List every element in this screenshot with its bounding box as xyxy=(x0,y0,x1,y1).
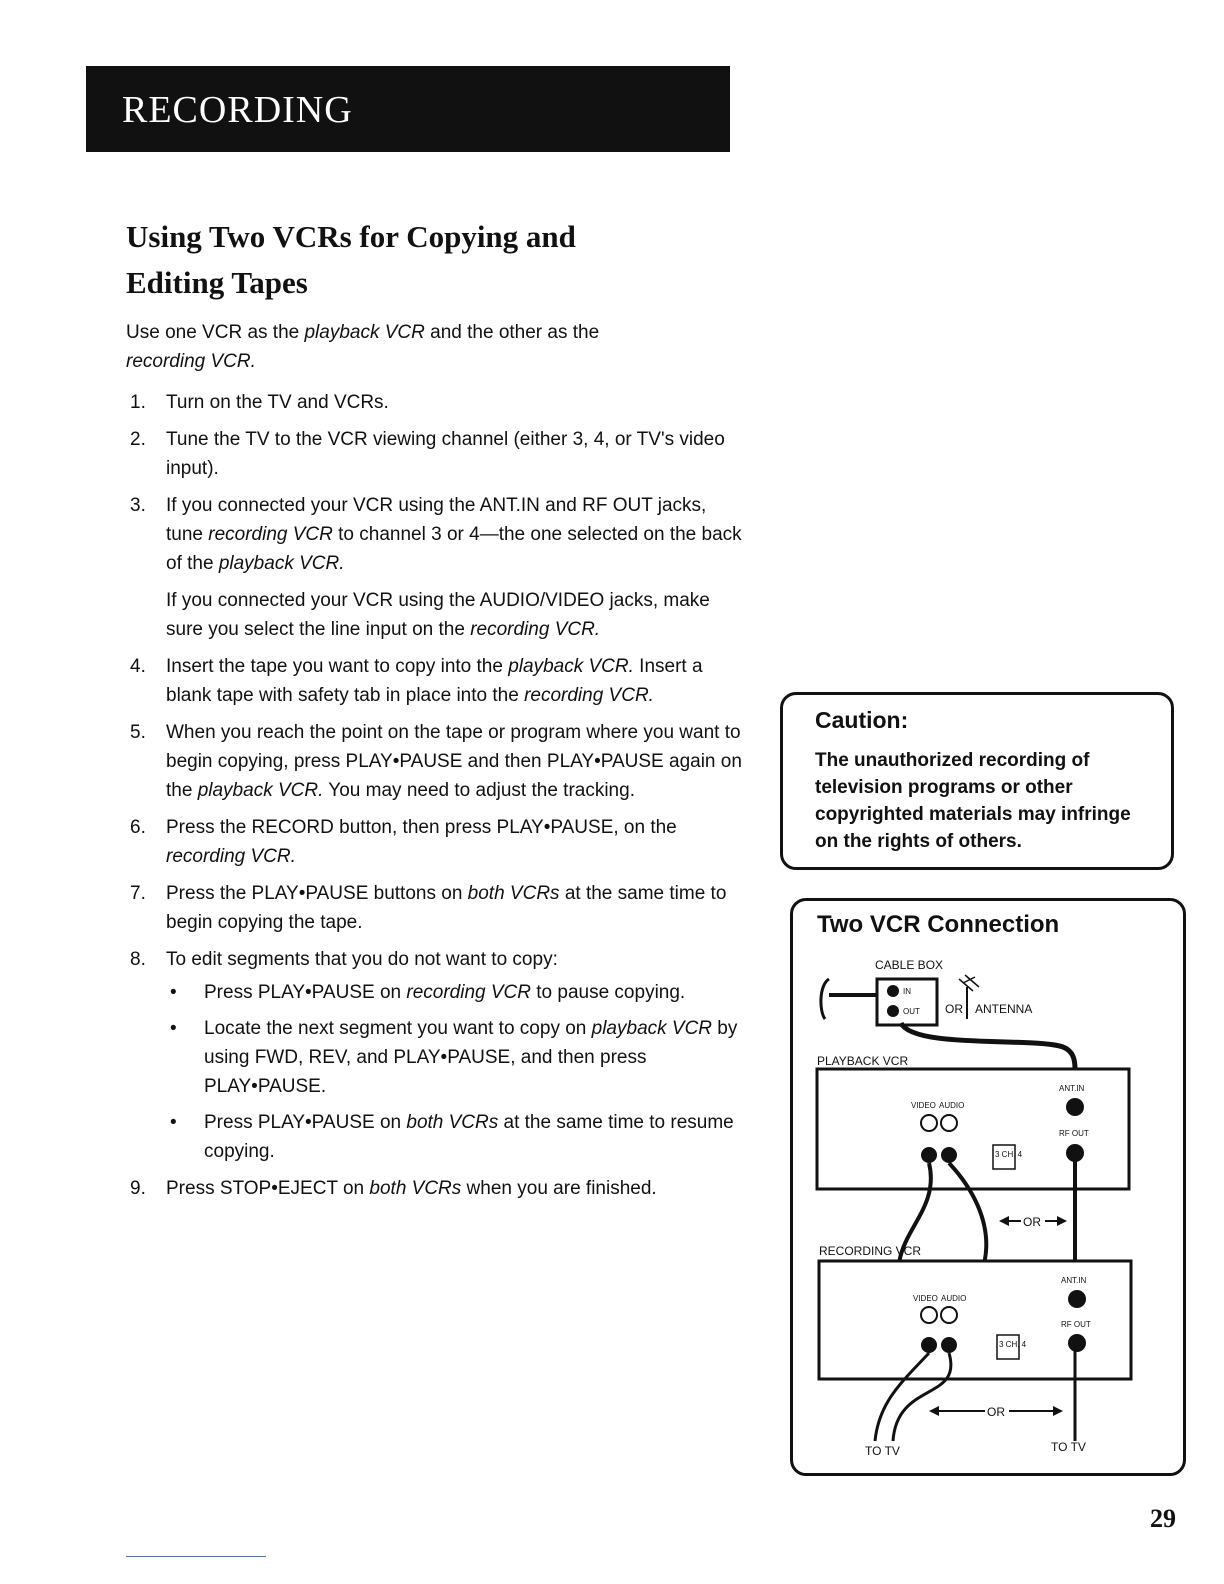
intro-emphasis: recording VCR. xyxy=(126,351,256,372)
step-number: 6. xyxy=(130,817,146,838)
playback-vcr-label: PLAYBACK VCR xyxy=(817,1054,909,1068)
recording-ant-in-label: ANT.IN xyxy=(1061,1276,1087,1285)
playback-ant-in-label: ANT.IN xyxy=(1059,1084,1085,1093)
steps-list xyxy=(126,388,746,1211)
coax-cable-to-playback xyxy=(901,1023,1075,1069)
or-arrow-right xyxy=(1057,1216,1067,1226)
intro-text: and the other as the xyxy=(424,322,600,343)
step-emphasis: both VCRs xyxy=(467,883,560,904)
cable-box xyxy=(877,979,937,1025)
step-text: to channel 3 or 4—the one selected on the back of the xyxy=(166,524,742,574)
step-text: when you are finished. xyxy=(461,1178,657,1199)
step-5 xyxy=(126,718,746,805)
or-arrow-right-bottom xyxy=(1053,1406,1063,1416)
recording-audio-label: AUDIO xyxy=(941,1294,967,1303)
recording-audio-out-jack xyxy=(941,1337,957,1353)
step-number: 8. xyxy=(130,949,146,970)
bullet-item xyxy=(166,1014,746,1101)
intro-emphasis: playback VCR xyxy=(304,322,425,343)
playback-ch-label: 3 CH. 4 xyxy=(995,1150,1023,1159)
or-arrow-left xyxy=(999,1216,1009,1226)
step-emphasis: both VCRs xyxy=(369,1178,462,1199)
heading-line-2: Editing Tapes xyxy=(126,265,308,300)
step-emphasis: recording VCR. xyxy=(524,685,654,706)
step-6 xyxy=(126,813,746,871)
step-text: Press STOP•EJECT on xyxy=(166,1178,370,1199)
step-text: You may need to adjust the tracking. xyxy=(323,780,635,801)
recording-vcr-label: RECORDING VCR xyxy=(819,1244,922,1258)
cable-box-out-jack xyxy=(887,1005,899,1017)
step-3-note xyxy=(166,586,746,644)
cable-box-label: CABLE BOX xyxy=(875,958,944,972)
or-label: OR xyxy=(945,1002,963,1016)
playback-video-label: VIDEO xyxy=(911,1101,936,1110)
step-9 xyxy=(126,1174,746,1203)
or-arrow-label-bottom: OR xyxy=(987,1405,1005,1419)
step-text: Press the PLAY•PAUSE buttons on xyxy=(166,883,468,904)
recording-video-label: VIDEO xyxy=(913,1294,938,1303)
step-emphasis: recording VCR xyxy=(208,524,333,545)
connection-diagram-box xyxy=(790,898,1186,1476)
step-emphasis: recording VCR. xyxy=(166,846,296,867)
step-2 xyxy=(126,425,746,483)
cable-box-in-label: IN xyxy=(903,987,911,996)
footer-rule xyxy=(126,1556,266,1557)
bullet-text: at the same time to resume copying. xyxy=(204,1112,734,1162)
bullet-dot: • xyxy=(170,1112,177,1133)
step-number: 7. xyxy=(130,883,146,904)
step-7 xyxy=(126,879,746,937)
antenna-icon xyxy=(959,975,979,991)
step-emphasis: playback VCR. xyxy=(508,656,634,677)
step-3 xyxy=(126,491,746,644)
step-8-bullets xyxy=(166,978,746,1166)
step-8 xyxy=(126,945,746,1166)
bullet-text: Press PLAY•PAUSE on xyxy=(204,1112,407,1133)
or-arrow-left-bottom xyxy=(929,1406,939,1416)
heading-line-1: Using Two VCRs for Copying and xyxy=(126,219,576,254)
step-number: 2. xyxy=(130,429,146,450)
step-number: 3. xyxy=(130,495,146,516)
step-text: Tune the TV to the VCR viewing channel (either 3, 4, or TV's video input). xyxy=(166,429,725,479)
caution-title: Caution: xyxy=(815,707,909,733)
bullet-text: to pause copying. xyxy=(530,982,686,1003)
caution-box xyxy=(780,692,1174,870)
step-number: 9. xyxy=(130,1178,146,1199)
bullet-emphasis: playback VCR xyxy=(591,1018,713,1039)
step-text: To edit segments that you do not want to copy: xyxy=(166,949,558,970)
step-text: If you connected your VCR using the AUDIO/VIDEO jacks, make sure you select the line input on the xyxy=(166,590,710,640)
recording-ch-label: 3 CH. 4 xyxy=(999,1340,1027,1349)
connection-diagram xyxy=(793,901,1189,1479)
intro-paragraph xyxy=(126,318,706,376)
to-tv-right-label: TO TV xyxy=(1051,1440,1086,1454)
step-number: 1. xyxy=(130,392,146,413)
cable-box-out-label: OUT xyxy=(903,1007,920,1016)
step-emphasis: playback VCR. xyxy=(218,553,345,574)
caution-text: The unauthorized recording of television programs or other copyrighted materials may infringe on the rights of others. xyxy=(815,750,1131,852)
connection-title: Two VCR Connection xyxy=(817,911,1060,938)
step-1 xyxy=(126,388,746,417)
playback-rf-out-jack xyxy=(1066,1144,1084,1162)
step-4 xyxy=(126,652,746,710)
playback-audio-out-jack xyxy=(941,1147,957,1163)
step-text: Insert the tape you want to copy into the xyxy=(166,656,509,677)
playback-ant-in-jack xyxy=(1066,1098,1084,1116)
section-title: RECORDING xyxy=(122,89,353,131)
bullet-emphasis: both VCRs xyxy=(406,1112,499,1133)
bullet-dot: • xyxy=(170,982,177,1003)
step-number: 5. xyxy=(130,722,146,743)
recording-ant-in-jack xyxy=(1068,1290,1086,1308)
bullet-item xyxy=(166,978,746,1007)
bullet-text: Press PLAY•PAUSE on xyxy=(204,982,407,1003)
intro-text: Use one VCR as the xyxy=(126,322,305,343)
step-emphasis: recording VCR. xyxy=(470,619,601,640)
recording-video-out-jack xyxy=(921,1337,937,1353)
playback-audio-label: AUDIO xyxy=(939,1101,965,1110)
playback-video-out-jack xyxy=(921,1147,937,1163)
step-text: Press the RECORD button, then press PLAY•PAUSE, on the xyxy=(166,817,677,838)
bullet-text: by using FWD, REV, and PLAY•PAUSE, and then press PLAY•PAUSE. xyxy=(204,1018,738,1097)
incoming-cable xyxy=(821,979,829,1019)
to-tv-left-label: TO TV xyxy=(865,1444,900,1458)
bullet-emphasis: recording VCR xyxy=(406,982,531,1003)
bullet-dot: • xyxy=(170,1018,177,1039)
bullet-text: Locate the next segment you want to copy on xyxy=(204,1018,592,1039)
cable-box-in-jack xyxy=(887,985,899,997)
step-text: Insert a blank tape with safety tab in place into the xyxy=(166,656,703,706)
playback-rf-out-label: RF OUT xyxy=(1059,1129,1089,1138)
antenna-label: ANTENNA xyxy=(975,1002,1033,1016)
step-text: When you reach the point on the tape or program where you want to begin copying, press PLAY•PAUSE and then PLAY•PAUSE again on the xyxy=(166,722,742,801)
step-text: If you connected your VCR using the ANT.IN and RF OUT jacks, tune xyxy=(166,495,707,545)
step-text: at the same time to begin copying the tape. xyxy=(166,883,727,933)
step-emphasis: playback VCR. xyxy=(197,780,324,801)
page-number: 29 xyxy=(1150,1504,1176,1533)
or-arrow-label-top: OR xyxy=(1023,1215,1041,1229)
bullet-item xyxy=(166,1108,746,1166)
recording-rf-out-label: RF OUT xyxy=(1061,1320,1091,1329)
step-number: 4. xyxy=(130,656,146,677)
section-banner xyxy=(86,66,730,152)
page-heading xyxy=(126,214,686,306)
recording-rf-out-jack xyxy=(1068,1334,1086,1352)
step-text: Turn on the TV and VCRs. xyxy=(166,392,389,413)
